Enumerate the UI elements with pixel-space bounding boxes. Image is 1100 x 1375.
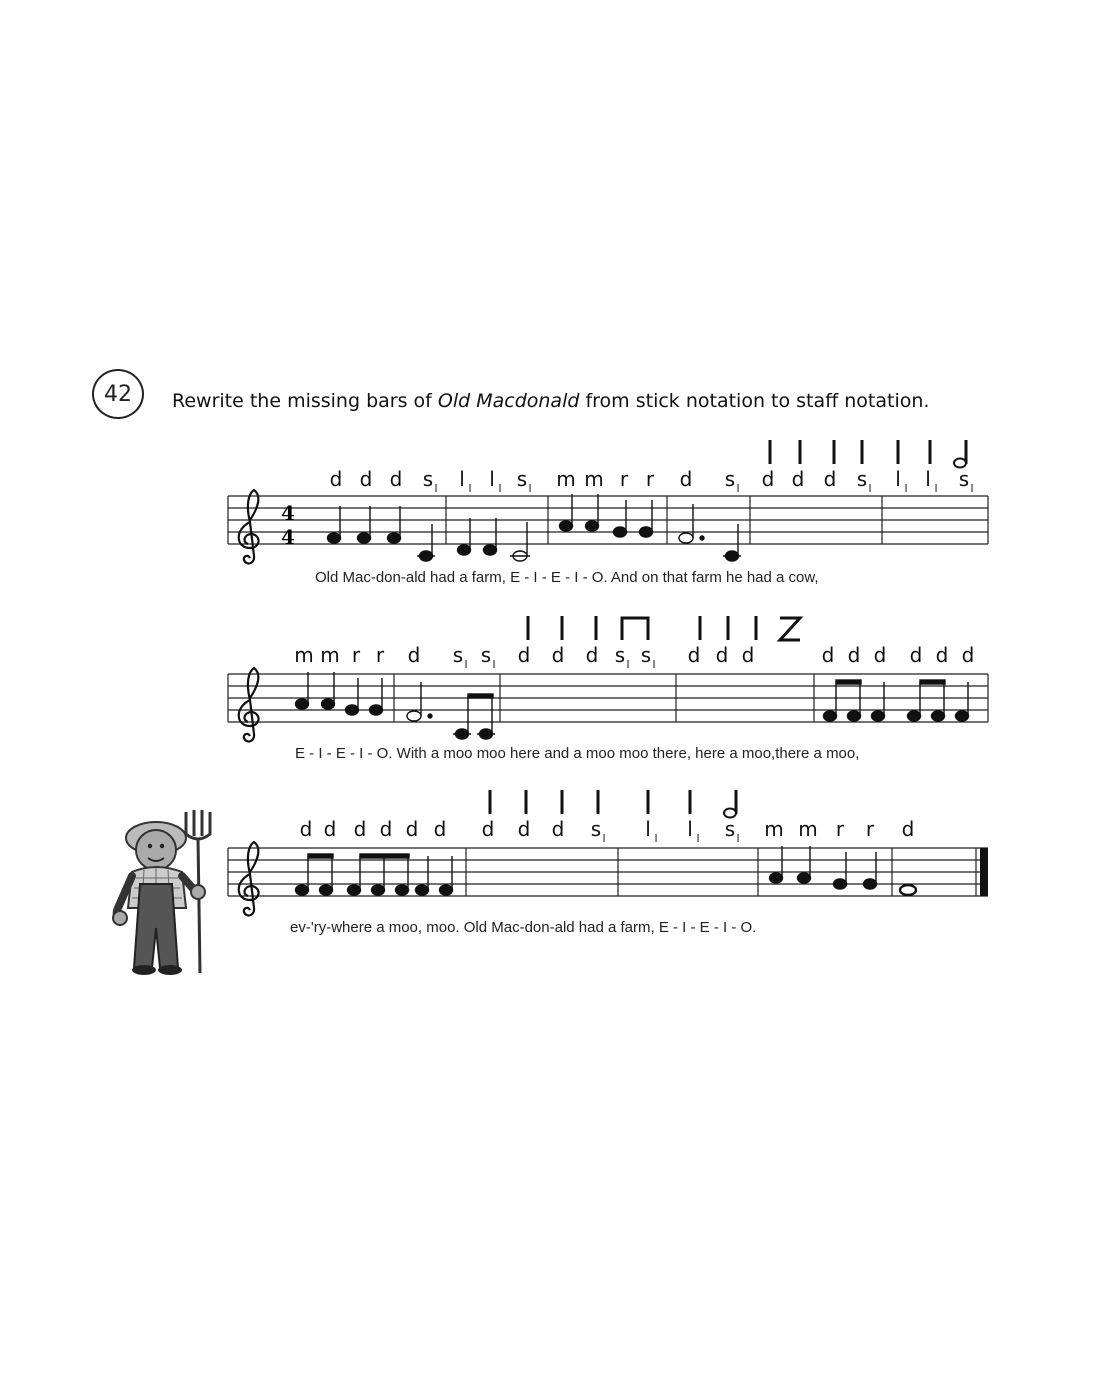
solfa-syllable: d <box>761 467 775 491</box>
solfa-syllable: r <box>619 467 629 491</box>
solfa-syllable: s <box>422 467 434 491</box>
solfa-subscript: l <box>934 482 938 495</box>
solfa-syllable: d <box>679 467 693 491</box>
solfa-syllable: d <box>935 643 949 667</box>
note <box>932 711 945 721</box>
treble-clef <box>239 842 259 915</box>
solfa-syllable: r <box>375 643 385 667</box>
solfa-syllable: d <box>873 643 887 667</box>
solfa-subscript: l <box>626 658 630 671</box>
solfa-syllable: d <box>715 643 729 667</box>
solfa-layer <box>294 467 974 845</box>
solfa-syllable: l <box>895 467 901 491</box>
lyrics-line-3: ev-'ry-where a moo, moo. Old Mac-don-ald had a farm, E - I - E - I - O. <box>290 919 757 936</box>
solfa-syllable: d <box>791 467 805 491</box>
staff-system-3 <box>228 790 988 915</box>
note <box>370 705 383 715</box>
solfa-subscript: l <box>652 658 656 671</box>
solfa-syllable: d <box>359 467 373 491</box>
note <box>864 879 877 889</box>
note <box>322 699 335 709</box>
solfa-syllable: d <box>909 643 923 667</box>
solfa-syllable: d <box>741 643 755 667</box>
solfa-syllable: d <box>823 467 837 491</box>
solfa-subscript: l <box>468 482 472 495</box>
note <box>956 711 969 721</box>
solfa-syllable: d <box>323 817 337 841</box>
note <box>848 711 861 721</box>
solfa-subscript: l <box>970 482 974 495</box>
note <box>770 873 783 883</box>
note <box>348 885 361 895</box>
note <box>407 711 421 721</box>
staff-system-1 <box>228 440 988 563</box>
solfa-syllable: r <box>865 817 875 841</box>
solfa-syllable: d <box>551 817 565 841</box>
time-signature-top: 4 <box>281 501 295 525</box>
solfa-syllable: d <box>405 817 419 841</box>
stick-notation-3 <box>490 790 736 818</box>
song-title: Old Macdonald <box>437 390 580 412</box>
solfa-syllable: s <box>724 467 736 491</box>
solfa-subscript: l <box>498 482 502 495</box>
solfa-syllable: d <box>585 643 599 667</box>
solfa-syllable: d <box>407 643 421 667</box>
note <box>679 533 693 543</box>
solfa-syllable: m <box>584 467 604 491</box>
note <box>416 885 429 895</box>
solfa-subscript: l <box>528 482 532 495</box>
lyrics-line-2: E - I - E - I - O. With a moo moo here and a moo moo there, here a moo,there a moo, <box>295 745 860 762</box>
note <box>908 711 921 721</box>
note <box>614 527 627 537</box>
note <box>388 533 401 543</box>
instruction-before: Rewrite the missing bars of <box>172 390 438 412</box>
solfa-syllable: m <box>556 467 576 491</box>
solfa-syllable: s <box>614 643 626 667</box>
whole-note <box>900 885 916 895</box>
solfa-syllable: s <box>856 467 868 491</box>
treble-clef <box>239 668 259 741</box>
note <box>458 545 471 555</box>
lyrics-line-1: Old Mac-don-ald had a farm, E - I - E - I - O. And on that farm he had a cow, <box>315 569 819 586</box>
solfa-syllable: d <box>379 817 393 841</box>
solfa-subscript: l <box>736 482 740 495</box>
solfa-subscript: l <box>736 832 740 845</box>
note <box>834 879 847 889</box>
solfa-syllable: d <box>517 817 531 841</box>
note <box>824 711 837 721</box>
solfa-syllable: d <box>847 643 861 667</box>
solfa-subscript: l <box>696 832 700 845</box>
solfa-syllable: l <box>925 467 931 491</box>
note <box>798 873 811 883</box>
solfa-syllable: d <box>329 467 343 491</box>
note <box>358 533 371 543</box>
solfa-syllable: d <box>299 817 313 841</box>
solfa-syllable: m <box>294 643 314 667</box>
solfa-syllable: m <box>764 817 784 841</box>
staff-system-2 <box>228 616 988 741</box>
solfa-subscript: l <box>434 482 438 495</box>
instruction-after: from stick notation to staff notation. <box>579 390 930 412</box>
solfa-syllable: s <box>640 643 652 667</box>
solfa-syllable: r <box>645 467 655 491</box>
note <box>872 711 885 721</box>
solfa-subscript: l <box>602 832 606 845</box>
note <box>346 705 359 715</box>
solfa-syllable: d <box>353 817 367 841</box>
solfa-syllable: d <box>433 817 447 841</box>
note <box>396 885 409 895</box>
solfa-syllable: d <box>687 643 701 667</box>
solfa-syllable: m <box>798 817 818 841</box>
solfa-syllable: l <box>645 817 651 841</box>
solfa-syllable: d <box>821 643 835 667</box>
note <box>484 545 497 555</box>
solfa-syllable: d <box>481 817 495 841</box>
solfa-subscript: l <box>464 658 468 671</box>
note <box>296 885 309 895</box>
solfa-syllable: l <box>687 817 693 841</box>
solfa-subscript: l <box>904 482 908 495</box>
note <box>320 885 333 895</box>
solfa-syllable: s <box>724 817 736 841</box>
solfa-syllable: d <box>389 467 403 491</box>
note <box>440 885 453 895</box>
solfa-subscript: l <box>868 482 872 495</box>
solfa-syllable: r <box>835 817 845 841</box>
note <box>328 533 341 543</box>
farmer-illustration <box>108 808 220 978</box>
solfa-subscript: l <box>492 658 496 671</box>
solfa-syllable: r <box>351 643 361 667</box>
solfa-syllable: s <box>452 643 464 667</box>
solfa-syllable: m <box>320 643 340 667</box>
stick-notation-2 <box>528 616 800 640</box>
solfa-syllable: l <box>459 467 465 491</box>
solfa-syllable: d <box>961 643 975 667</box>
stick-notation-1 <box>770 440 966 468</box>
solfa-syllable: s <box>516 467 528 491</box>
solfa-syllable: l <box>489 467 495 491</box>
solfa-syllable: s <box>958 467 970 491</box>
final-barline <box>980 848 988 896</box>
note <box>296 699 309 709</box>
solfa-subscript: l <box>654 832 658 845</box>
note <box>640 527 653 537</box>
solfa-syllable: s <box>590 817 602 841</box>
exercise-number: 42 <box>92 369 144 419</box>
solfa-syllable: s <box>480 643 492 667</box>
solfa-syllable: d <box>551 643 565 667</box>
note <box>560 521 573 531</box>
time-signature-bottom: 4 <box>281 525 295 549</box>
treble-clef <box>239 490 259 563</box>
note <box>586 521 599 531</box>
note <box>372 885 385 895</box>
solfa-syllable: d <box>517 643 531 667</box>
solfa-syllable: d <box>901 817 915 841</box>
